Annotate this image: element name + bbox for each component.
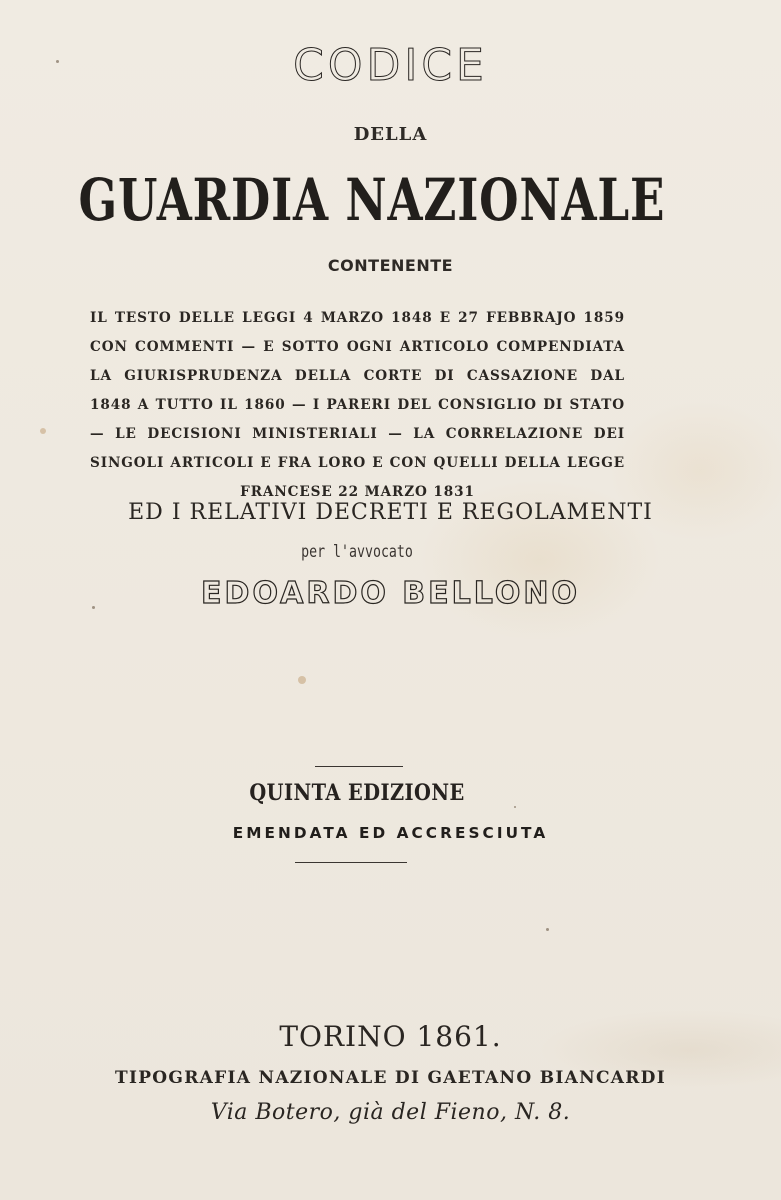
foxing-speck [546, 928, 549, 931]
divider-top [315, 766, 403, 767]
title-della: DELLA [353, 124, 428, 145]
foxing-speck [56, 60, 59, 63]
title-contenente: CONTENENTE [327, 256, 454, 275]
foxing-speck [92, 606, 95, 609]
subtitle: ED I RELATIVI DECRETI E REGOLAMENTI [128, 500, 653, 525]
foxing-speck [40, 428, 46, 434]
edition-number: QUINTA EDIZIONE [249, 780, 465, 806]
imprint-printer: TIPOGRAFIA NAZIONALE DI GAETANO BIANCARDI [115, 1068, 666, 1088]
imprint-address: Via Botero, già del Fieno, N. 8. [210, 1100, 571, 1125]
author-name: EDOARDO BELLONO [201, 576, 580, 611]
divider-bottom [295, 862, 407, 863]
author-prefix: per l'avvocato [301, 542, 413, 562]
foxing-speck [514, 806, 516, 808]
contents-description: IL TESTO DELLE LEGGI 4 MARZO 1848 E 27 FEBBRAJO 1859 CON COMMENTI — E SOTTO OGNI ARTICOLO COMPENDIATA LA GIURISPRUDENZA DELLA CORTE DI CASSAZIONE DAL 1848 A TUTTO IL 1860 — I PARERI DEL CONSIGLIO DI STATO — LE DECISIONI MINISTERIALI — LA CORRELAZIONE DEI SINGOLI ARTICOLI E FRA LORO E CON QUELLI DELLA LEGGE FRANCESE 22 MARZO 1831 [90, 309, 625, 500]
foxing-speck [298, 676, 306, 684]
imprint-place-year: TORINO 1861. [279, 1020, 502, 1053]
title-main: GUARDIA NAZIONALE [78, 166, 666, 234]
title-codice: CODICE [293, 40, 488, 91]
edition-note: EMENDATA ED ACCRESCIUTA [232, 824, 549, 842]
